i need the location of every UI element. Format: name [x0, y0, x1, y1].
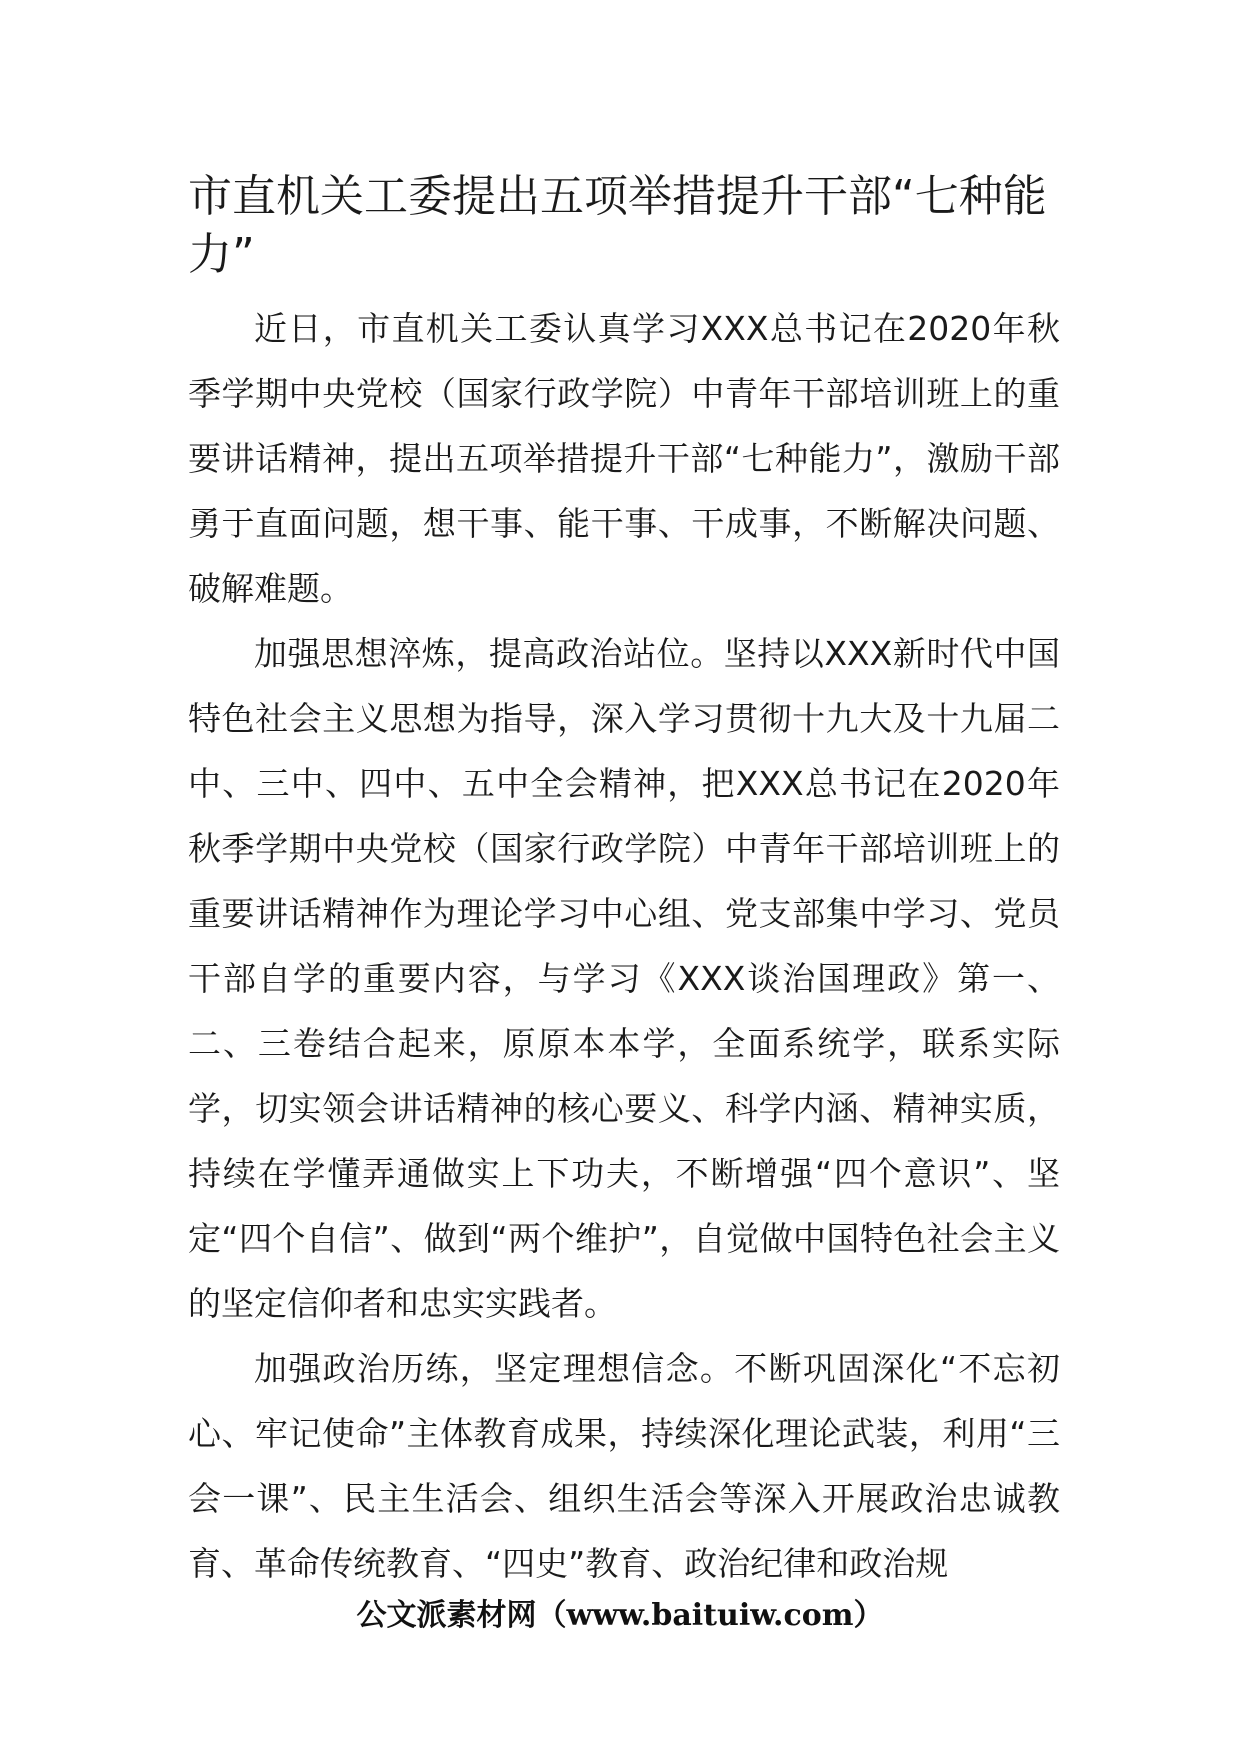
paragraph-political-training: 加强政治历练，坚定理想信念。不断巩固深化“不忘初心、牢记使命”主体教育成果，持续深化理论武装，利用“三会一课”、民主生活会、组织生活会等深入开展政治忠诚教育、革命传统教育、“四史”教育、政治纪律和政治规: [188, 1349, 1060, 1583]
footer-watermark: 公文派素材网（www.baituiw.com）: [356, 1598, 884, 1633]
paragraph-thought-training: 加强思想淬炼，提高政治站位。坚持以XXX新时代中国特色社会主义思想为指导，深入学习贯彻十九大及十九届二中、三中、四中、五中全会精神，把XXX总书记在2020年秋季学期中央党校（国家行政学院）中青年干部培训班上的重要讲话精神作为理论学习中心组、党支部集中学习、党员干部自学的重要内容，与学习《XXX谈治国理政》第一、二、三卷结合起来，原原本本学，全面系统学，联系实际学，切实领会讲话精神的核心要义、科学内涵、精神实质，持续在学懂弄通做实上下功夫，不断增强“四个意识”、坚定“四个自信”、做到“两个维护”，自觉做中国特色社会主义的坚定信仰者和忠实实践者。: [188, 634, 1060, 1323]
paragraph-intro: 近日，市直机关工委认真学习XXX总书记在2020年秋季学期中央党校（国家行政学院）中青年干部培训班上的重要讲话精神，提出五项举措提升干部“七种能力”，激励干部勇于直面问题，想干事、能干事、干成事，不断解决问题、破解难题。: [188, 309, 1060, 608]
document-body: [188, 296, 1060, 1596]
document-title: 市直机关工委提出五项举措提升干部“七种能力”: [188, 171, 1047, 280]
